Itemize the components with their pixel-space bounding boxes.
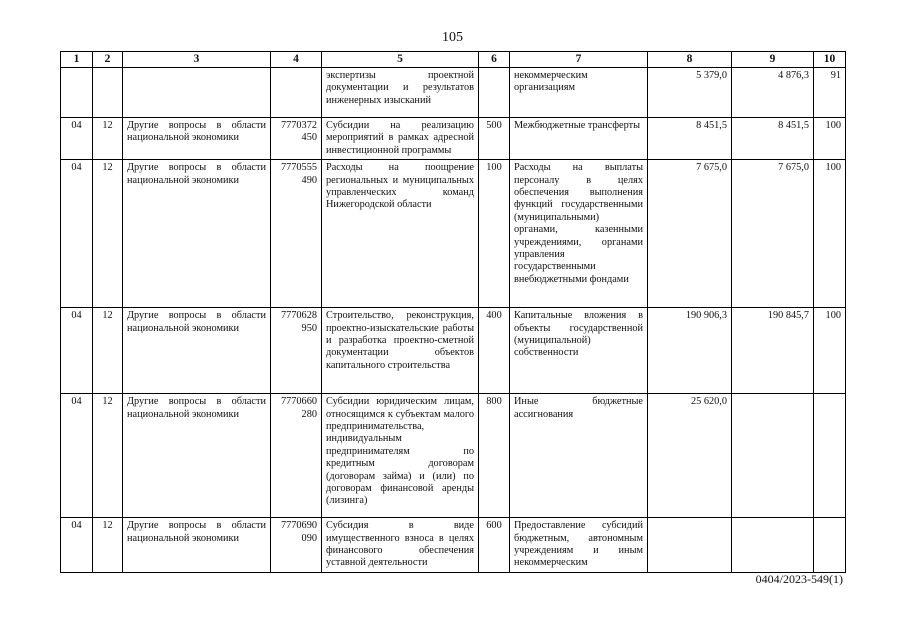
target-article-code: 7770372 450 [271,118,322,160]
col-header-6: 6 [479,52,510,68]
subsection-code: 12 [93,518,123,573]
expense-type-code: 400 [479,308,510,394]
section-code: 04 [61,308,93,394]
subsection-code: 12 [93,160,123,308]
section-name: Другие вопросы в области национальной экономики [123,308,271,394]
planned-amount: 25 620,0 [648,394,732,518]
expense-type-code [479,68,510,118]
expense-type-code: 100 [479,160,510,308]
target-article-name: Расходы на поощрение региональных и муниципальных управленческих команд Нижегородской области [322,160,479,308]
execution-percent: 100 [814,160,846,308]
planned-amount: 7 675,0 [648,160,732,308]
col-header-8: 8 [648,52,732,68]
page-number: 105 [442,30,463,45]
col-header-4: 4 [271,52,322,68]
section-code [61,68,93,118]
expense-type-code: 800 [479,394,510,518]
execution-percent: 100 [814,308,846,394]
subsection-code: 12 [93,308,123,394]
table-row [61,518,846,573]
expense-type-name: Капитальные вложения в объекты государственной (муниципальной) собственности [510,308,648,394]
table-row [61,160,846,308]
target-article-name: Строительство, реконструкция, проектно-изыскательские работы и разработка проектно-сметной документации объектов капитального строительства [322,308,479,394]
section-name: Другие вопросы в области национальной экономики [123,118,271,160]
col-header-1: 1 [61,52,93,68]
target-article-name: Субсидия в виде имущественного взноса в целях финансового обеспечения уставной деятельности [322,518,479,573]
expense-type-code: 500 [479,118,510,160]
expense-type-name: Расходы на выплаты персоналу в целях обеспечения выполнения функций государственными (муниципальными) органами, казенными учреждениями, органами управления государственными внебюджетными фондами [510,160,648,308]
planned-amount: 5 379,0 [648,68,732,118]
execution-percent: 100 [814,118,846,160]
target-article-name: Субсидии на реализацию мероприятий в рамках адресной инвестиционной программы [322,118,479,160]
executed-amount: 8 451,5 [732,118,814,160]
section-name [123,68,271,118]
col-header-5: 5 [322,52,479,68]
planned-amount: 8 451,5 [648,118,732,160]
col-header-7: 7 [510,52,648,68]
col-header-10: 10 [814,52,846,68]
expense-type-name: Иные бюджетные ассигнования [510,394,648,518]
document-code: 0404/2023-549(1) [755,572,843,586]
section-code: 04 [61,118,93,160]
expense-type-name: некоммерческим организациям [510,68,648,118]
execution-percent [814,394,846,518]
expense-type-name: Межбюджетные трансферты [510,118,648,160]
executed-amount: 4 876,3 [732,68,814,118]
execution-percent: 91 [814,68,846,118]
target-article-code: 7770690 090 [271,518,322,573]
table-row [61,308,846,394]
col-header-2: 2 [93,52,123,68]
target-article-code: 7770555 490 [271,160,322,308]
target-article-code: 7770628 950 [271,308,322,394]
planned-amount: 190 906,3 [648,308,732,394]
budget-table [60,51,846,573]
planned-amount [648,518,732,573]
table-row [61,394,846,518]
target-article-code: 7770660 280 [271,394,322,518]
section-name: Другие вопросы в области национальной экономики [123,518,271,573]
executed-amount: 7 675,0 [732,160,814,308]
table-row [61,118,846,160]
execution-percent [814,518,846,573]
section-name: Другие вопросы в области национальной экономики [123,160,271,308]
col-header-9: 9 [732,52,814,68]
subsection-code: 12 [93,118,123,160]
header-row [61,52,846,68]
table-row [61,68,846,118]
executed-amount [732,394,814,518]
expense-type-name: Предоставление субсидий бюджетным, автономным учреждениям и иным некоммерческим [510,518,648,573]
target-article-name: экспертизы проектной документации и результатов инженерных изысканий [322,68,479,118]
section-code: 04 [61,160,93,308]
section-code: 04 [61,518,93,573]
target-article-name: Субсидии юридическим лицам, относящимся к субъектам малого предпринимательства, индивидуальным предпринимателям по кредитным договорам (договорам займа) и (или) по договорам финансовой аренды (лизинга) [322,394,479,518]
executed-amount [732,518,814,573]
subsection-code: 12 [93,394,123,518]
section-code: 04 [61,394,93,518]
table-header [61,52,846,68]
section-name: Другие вопросы в области национальной экономики [123,394,271,518]
table-body [61,68,846,573]
col-header-3: 3 [123,52,271,68]
expense-type-code: 600 [479,518,510,573]
subsection-code [93,68,123,118]
executed-amount: 190 845,7 [732,308,814,394]
target-article-code [271,68,322,118]
